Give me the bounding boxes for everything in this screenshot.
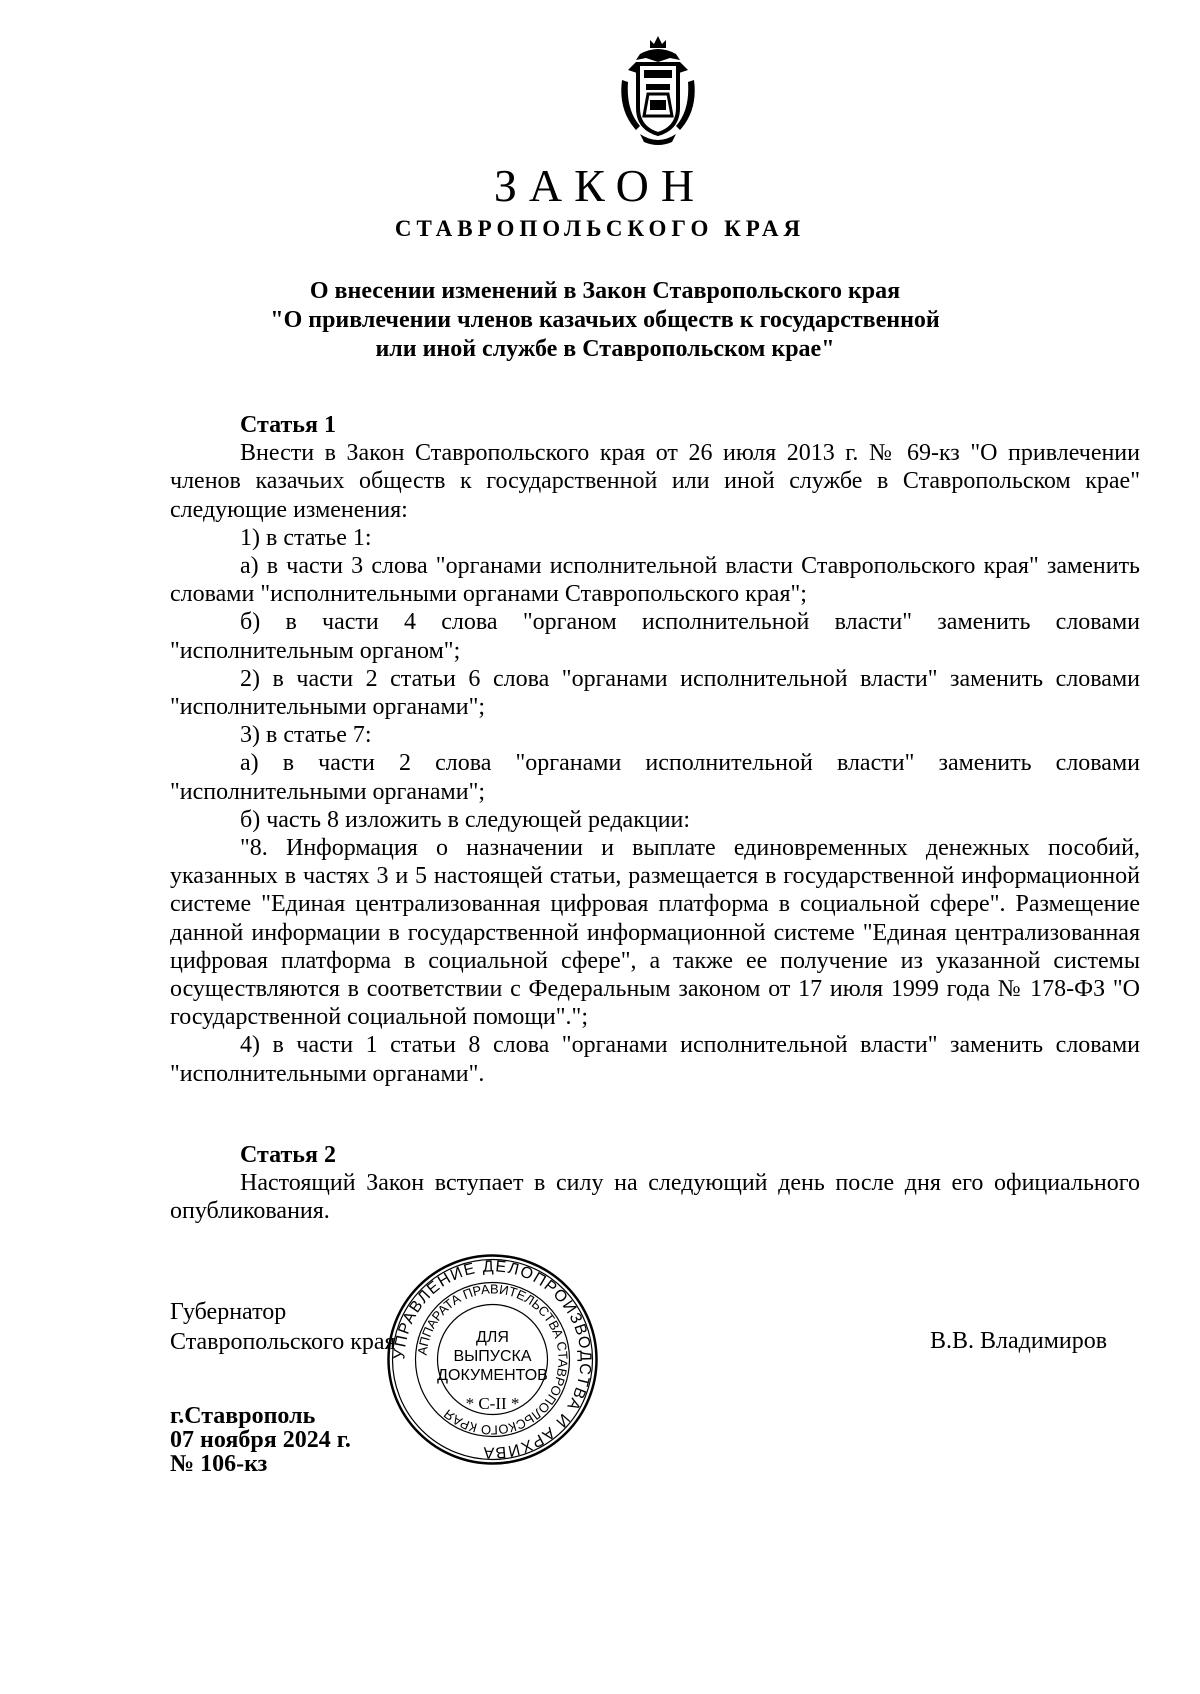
article-paragraph: "8. Информация о назначении и выплате единовременных денежных пособий, указанных в частях 3 и 5 настоящей статьи, размещается в государственной информационной системе "Единая централизованная цифровая платформа в социальной сфере". Размещение данной информации в государственной информационной системе "Единая централизованная цифровая платформа в социальной сфере", а также ее получение из указанной системы осуществляются в соответствии с Федеральным законом от 17 июля 1999 года № 178-ФЗ "О государственной социальной помощи"."; xyxy=(170,835,1140,1031)
article-1 xyxy=(170,411,1140,1088)
coat-of-arms-icon xyxy=(610,30,706,148)
article-paragraph: б) часть 8 изложить в следующей редакции: xyxy=(240,806,691,833)
heading-line: или иной службе в Ставропольском крае" xyxy=(375,336,835,362)
stamp-center-line: ВЫПУСКА xyxy=(453,1348,532,1365)
law-title: ЗАКОН xyxy=(493,160,707,211)
signature-block xyxy=(170,1297,396,1357)
article-2 xyxy=(170,1141,1140,1226)
city: г.Ставрополь xyxy=(170,1403,316,1429)
article-paragraph: 1) в статье 1: xyxy=(240,524,372,551)
signer-position-line: Ставропольского края xyxy=(170,1329,396,1355)
law-number: № 106-кз xyxy=(170,1451,268,1477)
law-subtitle: СТАВРОПОЛЬСКОГО КРАЯ xyxy=(394,216,806,241)
place-date-block xyxy=(170,1404,351,1476)
signer-name: В.В. Владимиров xyxy=(930,1328,1108,1354)
stamp-code: * С-II * xyxy=(465,1394,520,1413)
official-stamp xyxy=(385,1252,600,1467)
article-paragraph: 2) в части 2 статьи 6 слова "органами исполнительной власти" заменить словами "исполнительными органами"; xyxy=(170,665,1140,721)
heading-line: О внесении изменений в Закон Ставропольского края xyxy=(309,278,901,304)
date: 07 ноября 2024 г. xyxy=(170,1427,351,1453)
article-paragraph: Настоящий Закон вступает в силу на следующий день после дня его официального опубликования. xyxy=(170,1170,1140,1225)
article-paragraph: Внести в Закон Ставропольского края от 26 июля 2013 г. № 69-кз "О привлечении членов казачьих обществ к государственной или иной службе в Ставропольском крае" следующие изменения: xyxy=(170,440,1140,523)
stamp-inner-text: АППАРАТА ПРАВИТЕЛЬСТВА СТАВРОПОЛЬСКОГО КРАЯ xyxy=(414,1281,571,1438)
article-paragraph: а) в части 3 слова "органами исполнительной власти Ставропольского края" заменить словами "исполнительными органами Ставропольского края"; xyxy=(170,553,1140,608)
article-1-title: Статья 1 xyxy=(240,412,336,438)
article-paragraph: 4) в части 1 статьи 8 слова "органами исполнительной власти" заменить словами "исполнительными органами". xyxy=(170,1032,1140,1087)
stamp-center-line: ДОКУМЕНТОВ xyxy=(437,1367,548,1384)
heading-line: "О привлечении членов казачьих обществ к государственной xyxy=(270,307,940,333)
article-paragraph: б) в части 4 слова "органом исполнительной власти" заменить словами "исполнительным органом"; xyxy=(170,609,1140,664)
stamp-center-line: ДЛЯ xyxy=(476,1329,509,1346)
signer-position-line: Губернатор xyxy=(170,1299,287,1325)
article-2-title: Статья 2 xyxy=(240,1142,336,1168)
stamp-outer-text: УПРАВЛЕНИЕ ДЕЛОПРОИЗВОДСТВА И АРХИВА xyxy=(391,1258,594,1461)
article-paragraph: 3) в статье 7: xyxy=(240,722,372,749)
article-paragraph: а) в части 2 слова "органами исполнительной власти" заменить словами "исполнительными органами"; xyxy=(170,750,1140,805)
law-heading xyxy=(170,277,1040,364)
